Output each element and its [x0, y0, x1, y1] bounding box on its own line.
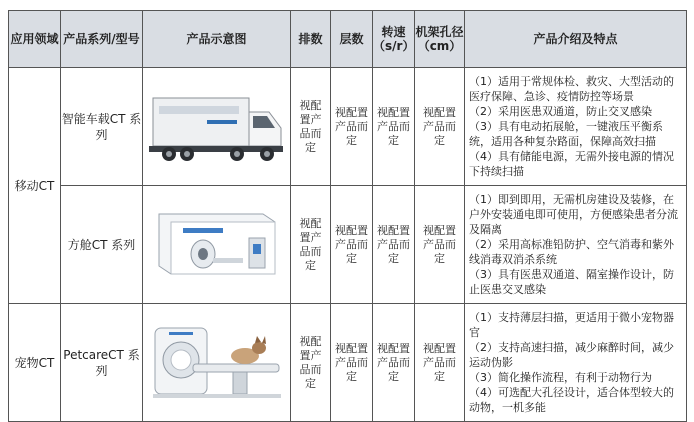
intro-line: （2）采用医患双通道，防止交叉感染	[469, 105, 652, 118]
ct-cabin-image	[153, 202, 281, 284]
series-name: 方舱CT 系列	[61, 186, 143, 304]
series-name: 智能车载CT 系列	[61, 68, 143, 186]
pet-ct-image	[149, 318, 285, 404]
table-row	[9, 68, 687, 186]
spec-speed: 视配置产品而定	[373, 68, 415, 186]
intro-line: （4）可选配大孔径设计，适合体型较大的动物，一机多能	[469, 386, 674, 414]
intro-line: （2）支持高速扫描，减少麻醉时间，减少运动伪影	[469, 341, 674, 369]
intro-cell	[465, 68, 687, 186]
product-table	[8, 10, 687, 422]
header-area: 应用领域	[9, 11, 61, 68]
header-bore: 机架孔径（cm）	[415, 11, 465, 68]
area-pet: 宠物CT	[9, 304, 61, 422]
intro-line: （3）具有电动拓展舱，一键液压平衡系统，适用各种复杂路面，保障高效扫描	[469, 120, 663, 148]
intro-line: （2）采用高标准铅防护、空气消毒和紫外线消毒双消杀系统	[469, 238, 674, 266]
product-image-cell	[143, 186, 291, 304]
intro-line: （3）具有医患双通道、隔室操作设计，防止医患交叉感染	[469, 268, 674, 296]
spec-speed: 视配置产品而定	[373, 304, 415, 422]
header-speed: 转速（s/r）	[373, 11, 415, 68]
table-row	[9, 186, 687, 304]
intro-cell	[465, 304, 687, 422]
spec-speed: 视配置产品而定	[373, 186, 415, 304]
spec-bore: 视配置产品而定	[415, 186, 465, 304]
header-series: 产品系列/型号	[61, 11, 143, 68]
spec-rows: 视配置产品而定	[291, 304, 331, 422]
intro-cell	[465, 186, 687, 304]
header-image: 产品示意图	[143, 11, 291, 68]
area-mobile: 移动CT	[9, 68, 61, 304]
intro-line: （4）具有储能电源，无需外接电源的情况下持续扫描	[469, 150, 674, 178]
product-image-cell	[143, 68, 291, 186]
spec-bore: 视配置产品而定	[415, 304, 465, 422]
intro-line: （1）即到即用，无需机房建设及装修，在户外安装通电即可使用，方便感染患者分流及隔离	[469, 193, 678, 236]
table-row	[9, 304, 687, 422]
product-image-cell	[143, 304, 291, 422]
ct-truck-image	[149, 84, 285, 166]
header-rows: 排数	[291, 11, 331, 68]
header-intro: 产品介绍及特点	[465, 11, 687, 68]
header-layers: 层数	[331, 11, 373, 68]
spec-layers: 视配置产品而定	[331, 304, 373, 422]
intro-line: （1）适用于常规体检、救灾、大型活动的医疗保障、急诊、疫情防控等场景	[469, 75, 674, 103]
spec-rows: 视配置产品而定	[291, 186, 331, 304]
series-name: PetcareCT 系列	[61, 304, 143, 422]
spec-layers: 视配置产品而定	[331, 186, 373, 304]
spec-layers: 视配置产品而定	[331, 68, 373, 186]
intro-line: （1）支持薄层扫描，更适用于微小宠物器官	[469, 311, 674, 339]
spec-rows: 视配置产品而定	[291, 68, 331, 186]
spec-bore: 视配置产品而定	[415, 68, 465, 186]
intro-line: （3）简化操作流程，有利于动物行为	[469, 371, 652, 384]
